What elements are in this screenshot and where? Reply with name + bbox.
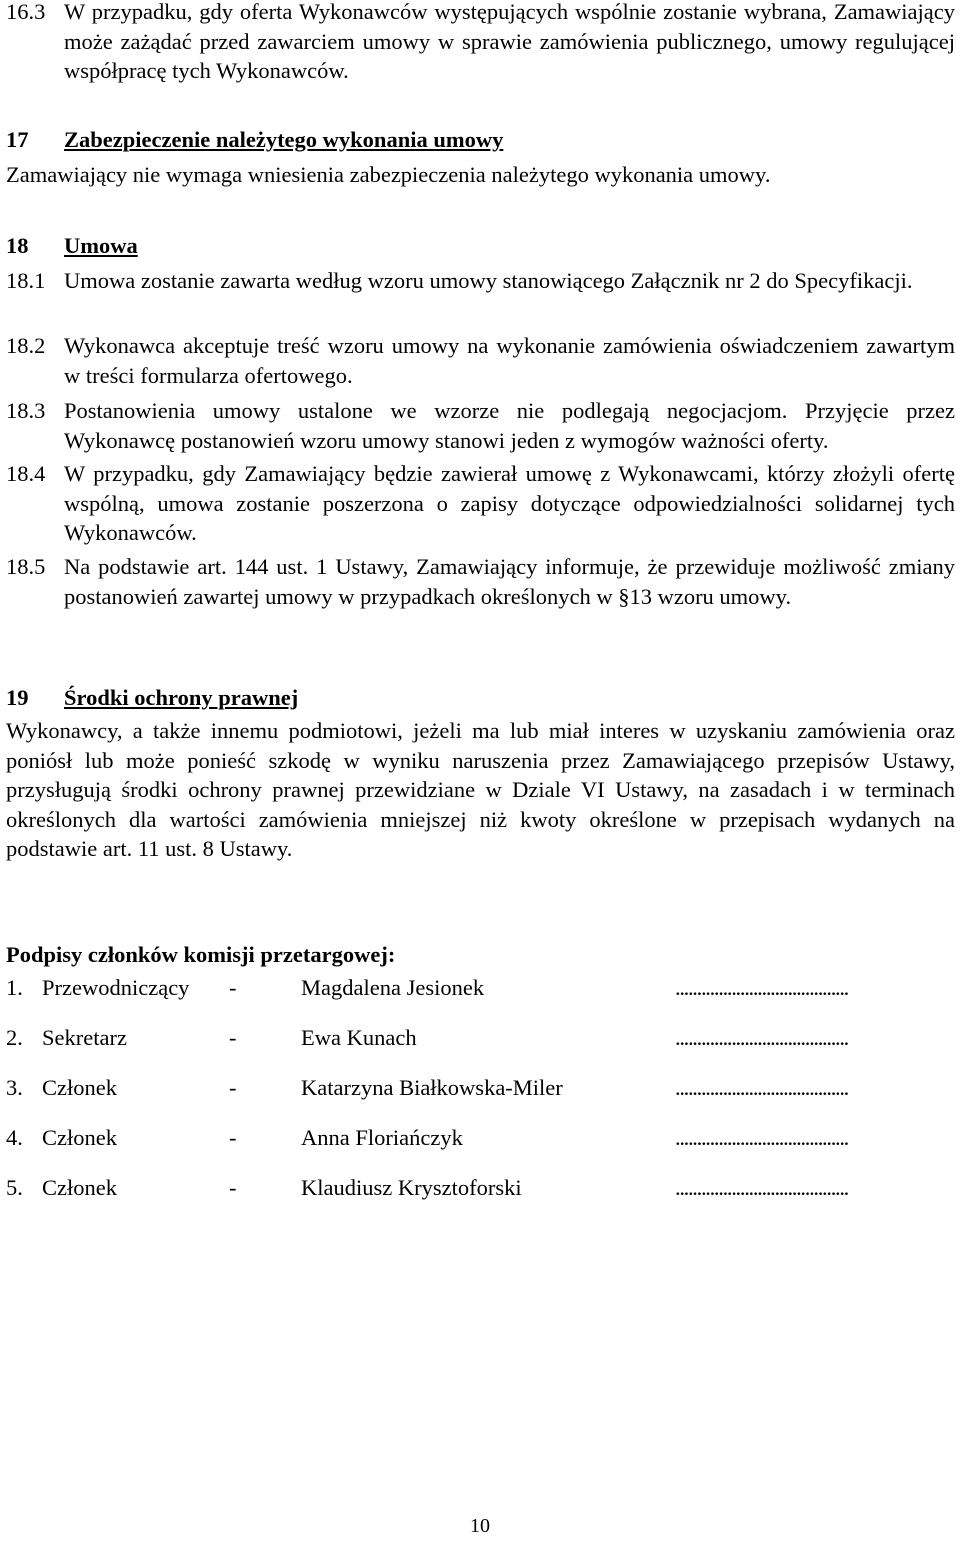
signature-row bbox=[6, 1023, 955, 1053]
signature-role: Członek bbox=[42, 1075, 117, 1100]
section-17-heading bbox=[6, 125, 955, 155]
signature-name: Ewa Kunach bbox=[301, 1025, 417, 1050]
signature-number: 5. bbox=[6, 1175, 23, 1200]
signature-line: ........................................ bbox=[675, 1175, 849, 1200]
item-number: 18.5 bbox=[6, 554, 46, 579]
signature-dash: - bbox=[229, 1075, 237, 1100]
signatures-list bbox=[6, 973, 955, 1213]
signature-dash: - bbox=[229, 1175, 237, 1200]
signature-row bbox=[6, 1173, 955, 1203]
section-title: Zabezpieczenie należytego wykonania umowy bbox=[64, 127, 504, 152]
item-text: W przypadku, gdy Zamawiający będzie zawierał umowę z Wykonawcami, którzy złożyli ofertę wspólną, umowa zostanie poszerzona o zapisy dotyczące odpowiedzialności solidarnej tych Wykonawców. bbox=[64, 461, 955, 545]
signature-dash: - bbox=[229, 1025, 237, 1050]
section-19-text: Wykonawcy, a także innemu podmiotowi, jeżeli ma lub miał interes w uzyskaniu zamówienia oraz poniósł lub może ponieść szkodę w wyniku naruszenia przez Zamawiającego przepisów Ustawy, przysługują środki ochrony prawnej przewidziane w Dziale VI Ustawy, na zasadach i w terminach określonych dla wartości zamówienia mniejszej niż kwoty określone w przepisach wydanych na podstawie art. 11 ust. 8 Ustawy. bbox=[6, 718, 955, 861]
item-text: W przypadku, gdy oferta Wykonawców występujących wspólnie zostanie wybrana, Zamawiający może zażądać przed zawarciem umowy w sprawie zamówienia publicznego, umowy regulującej współpracę tych Wykonawców. bbox=[64, 0, 955, 83]
signature-line: ........................................ bbox=[675, 975, 849, 1000]
section-title: Umowa bbox=[64, 233, 138, 258]
item-number: 18.3 bbox=[6, 398, 46, 423]
signature-number: 2. bbox=[6, 1025, 23, 1050]
section-number: 17 bbox=[6, 127, 29, 152]
signature-number: 4. bbox=[6, 1125, 23, 1150]
section-number: 18 bbox=[6, 233, 29, 258]
signature-number: 3. bbox=[6, 1075, 23, 1100]
signature-row bbox=[6, 1123, 955, 1153]
section-18-3 bbox=[6, 396, 955, 455]
signature-name: Anna Floriańczyk bbox=[301, 1125, 463, 1150]
page-number: 10 bbox=[470, 1515, 490, 1537]
section-18-heading bbox=[6, 231, 955, 261]
signature-role: Członek bbox=[42, 1125, 117, 1150]
section-17-text: Zamawiający nie wymaga wniesienia zabezpieczenia należytego wykonania umowy. bbox=[6, 162, 771, 187]
signature-line: ........................................ bbox=[675, 1125, 849, 1150]
item-number: 18.2 bbox=[6, 333, 46, 358]
section-number: 19 bbox=[6, 685, 29, 710]
section-18-4 bbox=[6, 459, 955, 548]
section-18-5 bbox=[6, 552, 955, 611]
signature-role: Członek bbox=[42, 1175, 117, 1200]
signature-name: Katarzyna Białkowska-Miler bbox=[301, 1075, 563, 1100]
signature-name: Klaudiusz Krysztoforski bbox=[301, 1175, 522, 1200]
signatures-heading: Podpisy członków komisji przetargowej: bbox=[6, 942, 396, 967]
signature-line: ........................................ bbox=[675, 1075, 849, 1100]
item-text: Wykonawca akceptuje treść wzoru umowy na wykonanie zamówienia oświadczeniem zawartym w treści formularza ofertowego. bbox=[64, 333, 955, 388]
signature-name: Magdalena Jesionek bbox=[301, 975, 485, 1000]
section-title: Środki ochrony prawnej bbox=[64, 685, 299, 710]
item-number: 18.4 bbox=[6, 461, 46, 486]
signature-dash: - bbox=[229, 975, 237, 1000]
signature-row bbox=[6, 1073, 955, 1103]
item-number: 18.1 bbox=[6, 268, 46, 293]
item-text: Umowa zostanie zawarta według wzoru umowy stanowiącego Załącznik nr 2 do Specyfikacji. bbox=[64, 268, 913, 293]
section-18-1 bbox=[6, 266, 955, 296]
item-text: Postanowienia umowy ustalone we wzorze nie podlegają negocjacjom. Przyjęcie przez Wykonawcę postanowień wzoru umowy stanowi jeden z wymogów ważności oferty. bbox=[64, 398, 955, 453]
item-number: 16.3 bbox=[6, 0, 46, 24]
signature-number: 1. bbox=[6, 975, 23, 1000]
section-16-3 bbox=[6, 0, 955, 86]
section-18-2 bbox=[6, 331, 955, 390]
signature-role: Przewodniczący bbox=[42, 975, 190, 1000]
signature-line: ........................................ bbox=[675, 1025, 849, 1050]
section-19-heading bbox=[6, 683, 955, 713]
item-text: Na podstawie art. 144 ust. 1 Ustawy, Zamawiający informuje, że przewiduje możliwość zmiany postanowień zawartej umowy w przypadkach określonych w §13 wzoru umowy. bbox=[64, 554, 955, 609]
signature-row bbox=[6, 973, 955, 1003]
signature-dash: - bbox=[229, 1125, 237, 1150]
signature-role: Sekretarz bbox=[42, 1025, 127, 1050]
